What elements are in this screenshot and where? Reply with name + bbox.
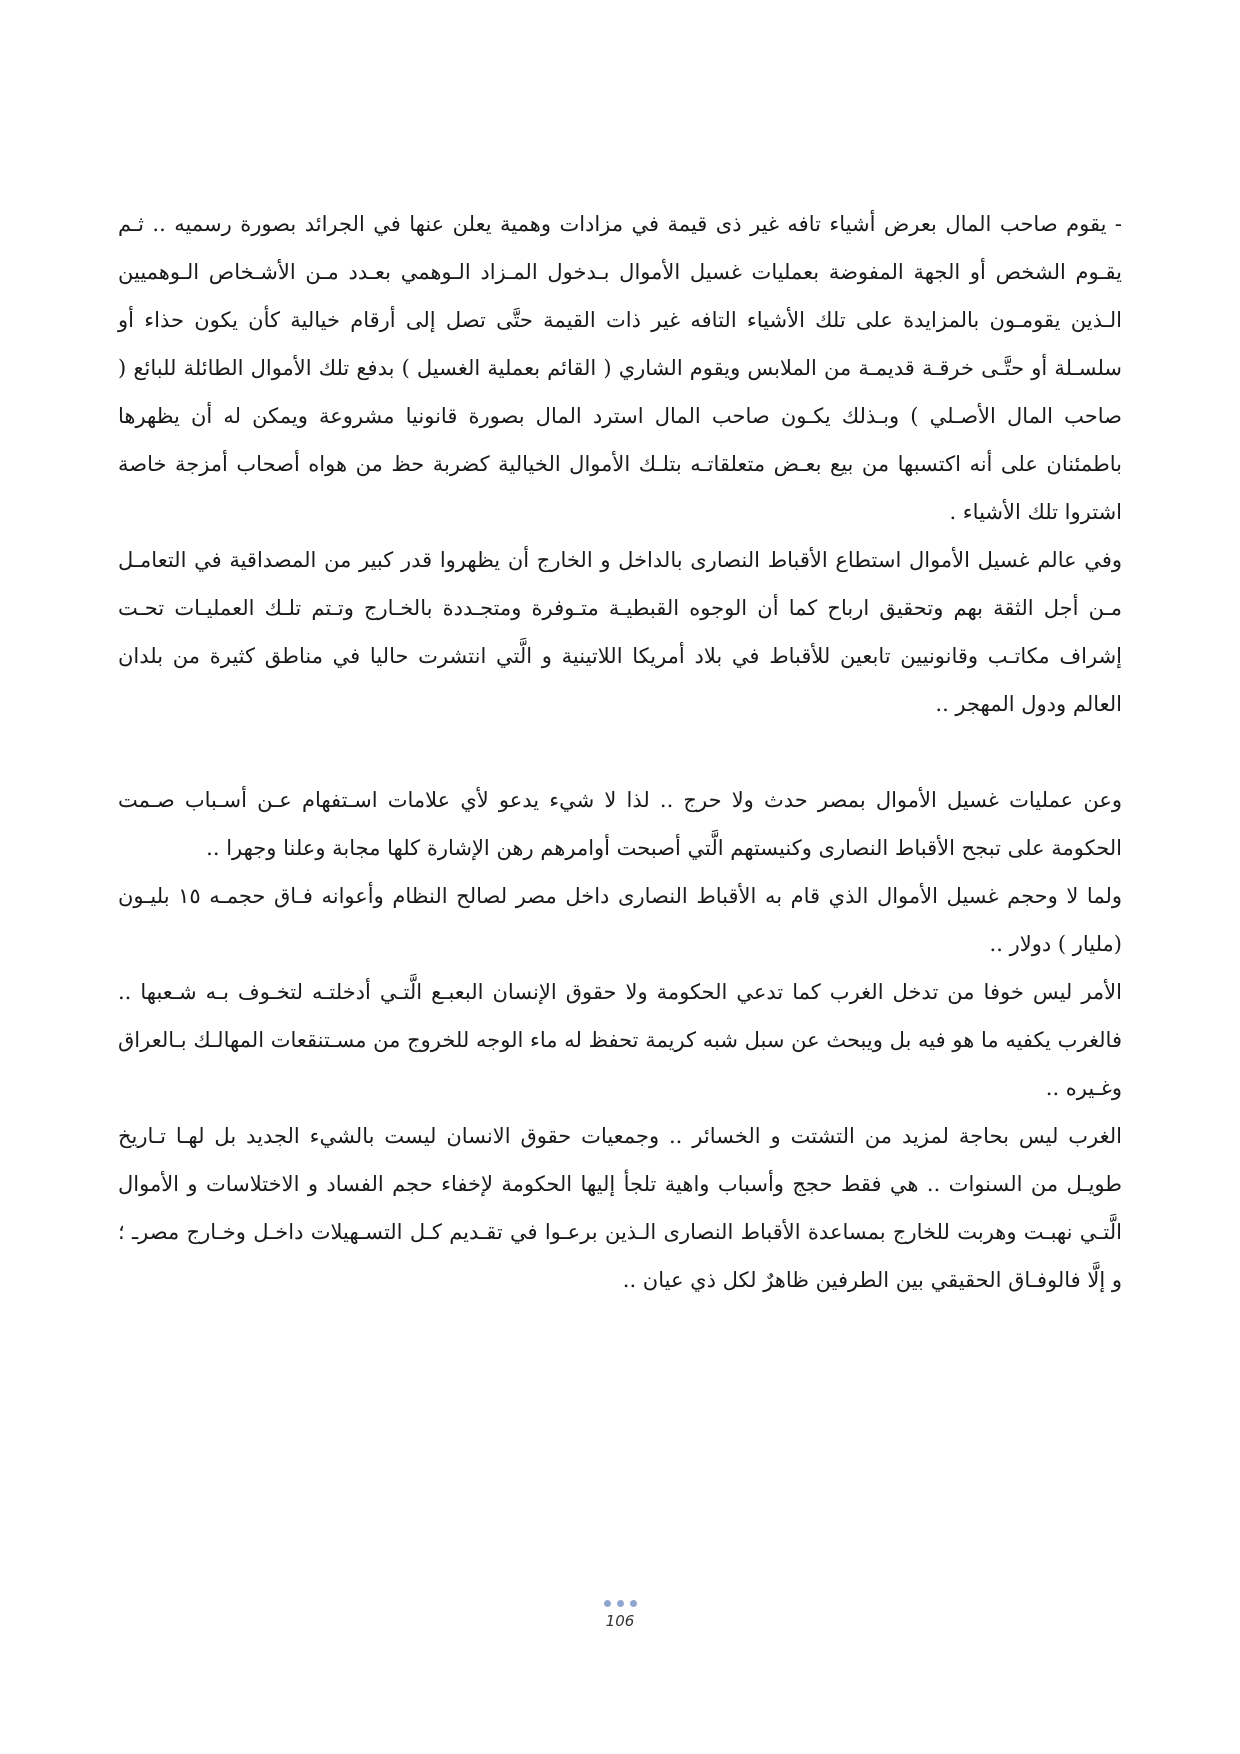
footer-dots-ornament <box>0 1600 1240 1608</box>
footer-dot <box>604 1600 611 1607</box>
paragraph-auction-method: - يقوم صاحب المال بعرض أشياء تافه غير ذى قيمة في مزادات وهمية يعلن عنها في الجرائد بصورة رسميه .. ثـم يقـوم الشخص أو الجهة المفوضة بعمليات غسيل الأموال بـدخول المـزاد الـوهمي بعـدد مـن الأشـخاص الـوهميين الـذين يقومـون بالمزايدة على تلك الأشياء التافه غير ذات القيمة حتَّى تصل إلى أرقام خيالية كأن يكون حذاء أو سلسـلة أو حتَّـى خرقـة قديمـة من الملابس ويقوم الشاري ( القائم بعملية الغسيل ) بدفع تلك الأموال الطائلة للبائع ( صاحب المال الأصـلي ) وبـذلك يكـون صاحب المال استرد المال بصورة قانونيا مشروعة ويمكن له أن يظهرها باطمئنان على أنه اكتسبها من بيع بعـض متعلقاتـه بتلـك الأموال الخيالية كضربة حظ من هواه أصحاب أمزجة خاصة اشتروا تلك الأشياء . <box>118 212 1122 524</box>
footer-dot <box>617 1600 624 1607</box>
page-number: 106 <box>605 1612 635 1630</box>
paragraph-coptic-laundering: وفي عالم غسيل الأموال استطاع الأقباط النصارى بالداخل و الخارج أن يظهروا قدر كبير من المصداقية في التعامـل مـن أجل الثقة بهم وتحقيق ارباح كما أن الوجوه القبطيـة متـوفرة ومتجـددة بالخـارج وتـتم تلـك العمليـات تحـت إشراف مكاتـب وقانونيين تابعين للأقباط في بلاد أمريكا اللاتينية و الَّتي انتشرت حاليا في مناطق كثيرة من بلدان العالم ودول المهجر .. <box>118 548 1123 716</box>
page-footer <box>0 1600 1240 1630</box>
paragraph-gap <box>118 728 1122 776</box>
page-body <box>118 200 1122 1304</box>
paragraph-laundering-volume: ولما لا وحجم غسيل الأموال الذي قام به الأقباط النصارى داخل مصر لصالح النظام وأعوانه فـاق حجمـه ١٥ بليـون (مليار ) دولار .. <box>118 884 1123 956</box>
paragraph-egypt-operations: وعن عمليات غسيل الأموال بمصر حدث ولا حرج .. لذا لا شيء يدعو لأي علامات اسـتفهام عـن أسـباب صـمت الحكومة على تبجح الأقباط النصارى وكنيستهم الَّتي أصبحت أوامرهم رهن الإشارة كلها مجابة وعلنا وجهرا .. <box>118 788 1122 860</box>
paragraph-human-rights: الغرب ليس بحاجة لمزيد من التشتت و الخسائر .. وجمعيات حقوق الانسان ليست بالشيء الجديد بل لهـا تـاريخ طويـل من السنوات .. هي فقط حجج وأسباب واهية تلجأ إليها الحكومة لإخفاء حجم الفساد و الاختلاسات و الأموال الَّتـي نهبـت وهربت للخارج بمساعدة الأقباط النصارى الـذين برعـوا في تقـديم كـل التسـهيلات داخـل وخـارج مصرـ ؛ و إلَّا فالوفـاق الحقيقي بين الطرفين ظاهرٌ لكل ذي عيان .. <box>118 1124 1122 1292</box>
footer-dot <box>630 1600 637 1607</box>
paragraph-west-fear: الأمر ليس خوفا من تدخل الغرب كما تدعي الحكومة ولا حقوق الإنسان البعبـع الَّتـي أدخلتـه لتخـوف بـه شـعبها .. فالغرب يكفيه ما هو فيه بل ويبحث عن سبل شبه كريمة تحفظ له ماء الوجه للخروج من مسـتنقعات المهالـك بـالعراق وغـيره .. <box>118 980 1122 1100</box>
